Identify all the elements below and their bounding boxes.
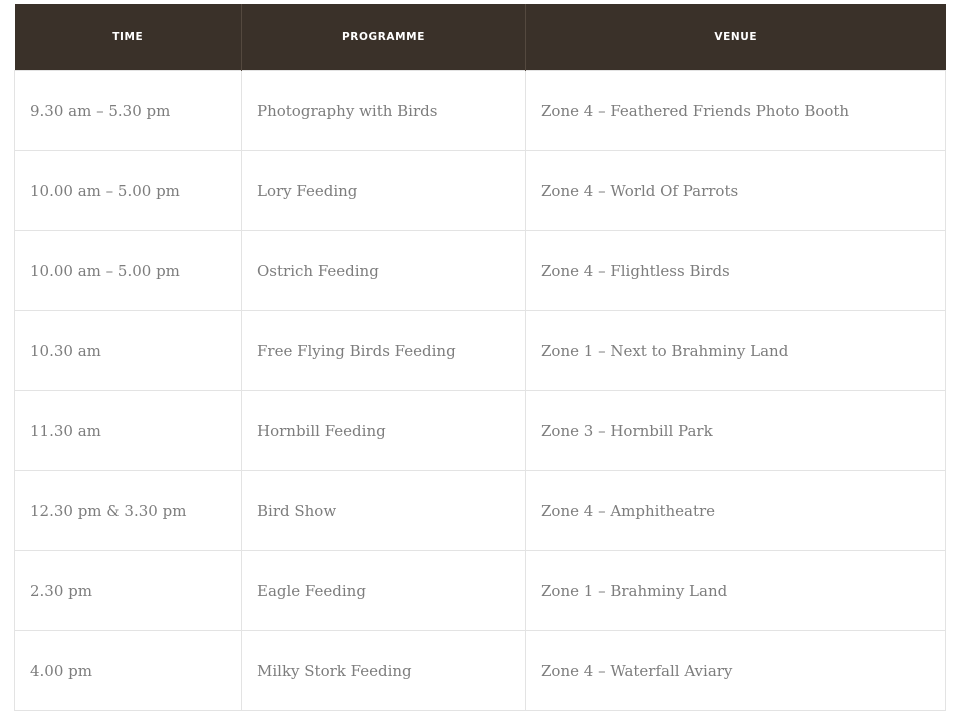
time-cell: 10.30 am xyxy=(15,311,242,391)
time-cell: 10.00 am – 5.00 pm xyxy=(15,151,242,231)
table-row xyxy=(15,231,946,311)
table-row xyxy=(15,151,946,231)
time-cell: 9.30 am – 5.30 pm xyxy=(15,71,242,151)
header-venue: VENUE xyxy=(526,4,946,71)
table-row xyxy=(15,391,946,471)
time-cell: 12.30 pm & 3.30 pm xyxy=(15,471,242,551)
venue-cell: Zone 1 – Next to Brahminy Land xyxy=(526,311,946,391)
schedule-table-container xyxy=(14,4,945,711)
programme-cell: Bird Show xyxy=(242,471,526,551)
time-cell: 11.30 am xyxy=(15,391,242,471)
venue-cell: Zone 3 – Hornbill Park xyxy=(526,391,946,471)
header-time: TIME xyxy=(15,4,242,71)
table-row xyxy=(15,71,946,151)
programme-cell: Milky Stork Feeding xyxy=(242,631,526,711)
table-header xyxy=(15,4,946,71)
venue-cell: Zone 4 – Feathered Friends Photo Booth xyxy=(526,71,946,151)
venue-cell: Zone 4 – Amphitheatre xyxy=(526,471,946,551)
venue-cell: Zone 4 – Waterfall Aviary xyxy=(526,631,946,711)
table-row xyxy=(15,471,946,551)
programme-cell: Ostrich Feeding xyxy=(242,231,526,311)
header-row xyxy=(15,4,946,71)
schedule-table xyxy=(14,4,946,711)
table-row xyxy=(15,551,946,631)
table-body xyxy=(15,71,946,711)
programme-cell: Free Flying Birds Feeding xyxy=(242,311,526,391)
time-cell: 2.30 pm xyxy=(15,551,242,631)
time-cell: 4.00 pm xyxy=(15,631,242,711)
venue-cell: Zone 4 – World Of Parrots xyxy=(526,151,946,231)
programme-cell: Eagle Feeding xyxy=(242,551,526,631)
table-row xyxy=(15,631,946,711)
programme-cell: Hornbill Feeding xyxy=(242,391,526,471)
table-row xyxy=(15,311,946,391)
header-programme: PROGRAMME xyxy=(242,4,526,71)
venue-cell: Zone 1 – Brahminy Land xyxy=(526,551,946,631)
venue-cell: Zone 4 – Flightless Birds xyxy=(526,231,946,311)
programme-cell: Photography with Birds xyxy=(242,71,526,151)
time-cell: 10.00 am – 5.00 pm xyxy=(15,231,242,311)
programme-cell: Lory Feeding xyxy=(242,151,526,231)
